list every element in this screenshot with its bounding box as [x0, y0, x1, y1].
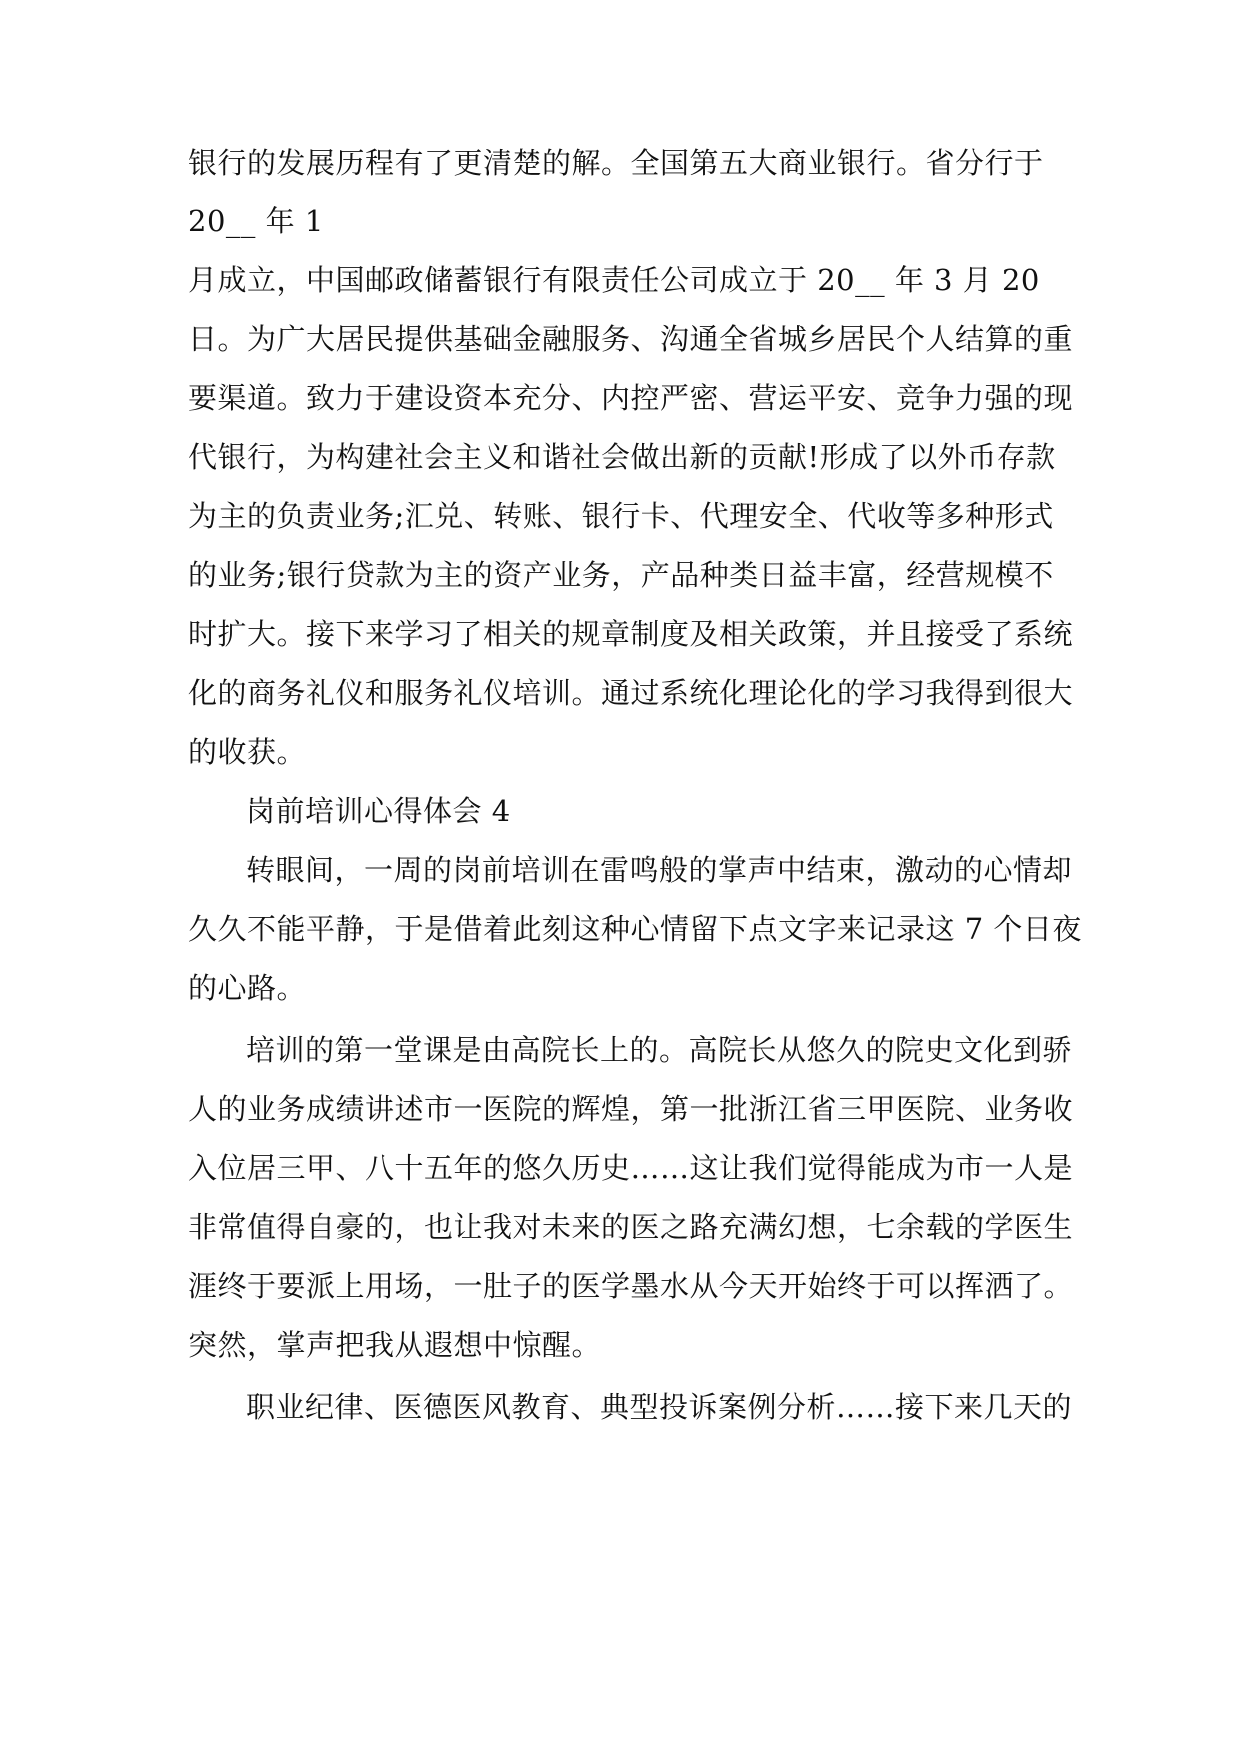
text-line: 要渠道。致力于建设资本充分、内控严密、营运平安、竞争力强的现: [188, 381, 1074, 415]
text-line: 的业务;银行贷款为主的资产业务，产品种类日益丰富，经营规模不: [188, 558, 1054, 592]
text-line: 化的商务礼仪和服务礼仪培训。通过系统化理论化的学习我得到很大: [188, 676, 1074, 710]
text-line: 涯终于要派上用场，一肚子的医学墨水从今天开始终于可以挥洒了。: [188, 1269, 1074, 1303]
text-line: 培训的第一堂课是由高院长上的。高院长从悠久的院史文化到骄: [246, 1033, 1073, 1067]
text-line: 月成立，中国邮政储蓄银行有限责任公司成立于 20__ 年 3 月 20: [188, 263, 1040, 297]
text-line: 20__ 年 1: [188, 204, 324, 238]
text-line: 突然，掌声把我从遐想中惊醒。: [188, 1328, 602, 1362]
text-line: 非常值得自豪的，也让我对未来的医之路充满幻想，七余载的学医生: [188, 1210, 1074, 1244]
text-line: 职业纪律、医德医风教育、典型投诉案例分析……接下来几天的: [246, 1390, 1073, 1424]
text-line: 人的业务成绩讲述市一医院的辉煌，第一批浙江省三甲医院、业务收: [188, 1092, 1074, 1126]
text-line: 久久不能平静，于是借着此刻这种心情留下点文字来记录这 7 个日夜: [188, 912, 1082, 946]
section-heading: 岗前培训心得体会 4: [246, 794, 511, 828]
text-line: 代银行，为构建社会主义和谐社会做出新的贡献!形成了以外币存款: [188, 440, 1056, 474]
text-line: 银行的发展历程有了更清楚的解。全国第五大商业银行。省分行于: [188, 146, 1044, 180]
text-line: 转眼间，一周的岗前培训在雷鸣般的掌声中结束，激动的心情却: [246, 853, 1073, 887]
text-line: 为主的负责业务;汇兑、转账、银行卡、代理安全、代收等多种形式: [188, 499, 1054, 533]
text-line: 日。为广大居民提供基础金融服务、沟通全省城乡居民个人结算的重: [188, 322, 1074, 356]
text-line: 时扩大。接下来学习了相关的规章制度及相关政策，并且接受了系统: [188, 617, 1074, 651]
text-line: 的心路。: [188, 971, 307, 1005]
text-line: 的收获。: [188, 735, 307, 769]
text-line: 入位居三甲、八十五年的悠久历史……这让我们觉得能成为市一人是: [188, 1151, 1074, 1185]
